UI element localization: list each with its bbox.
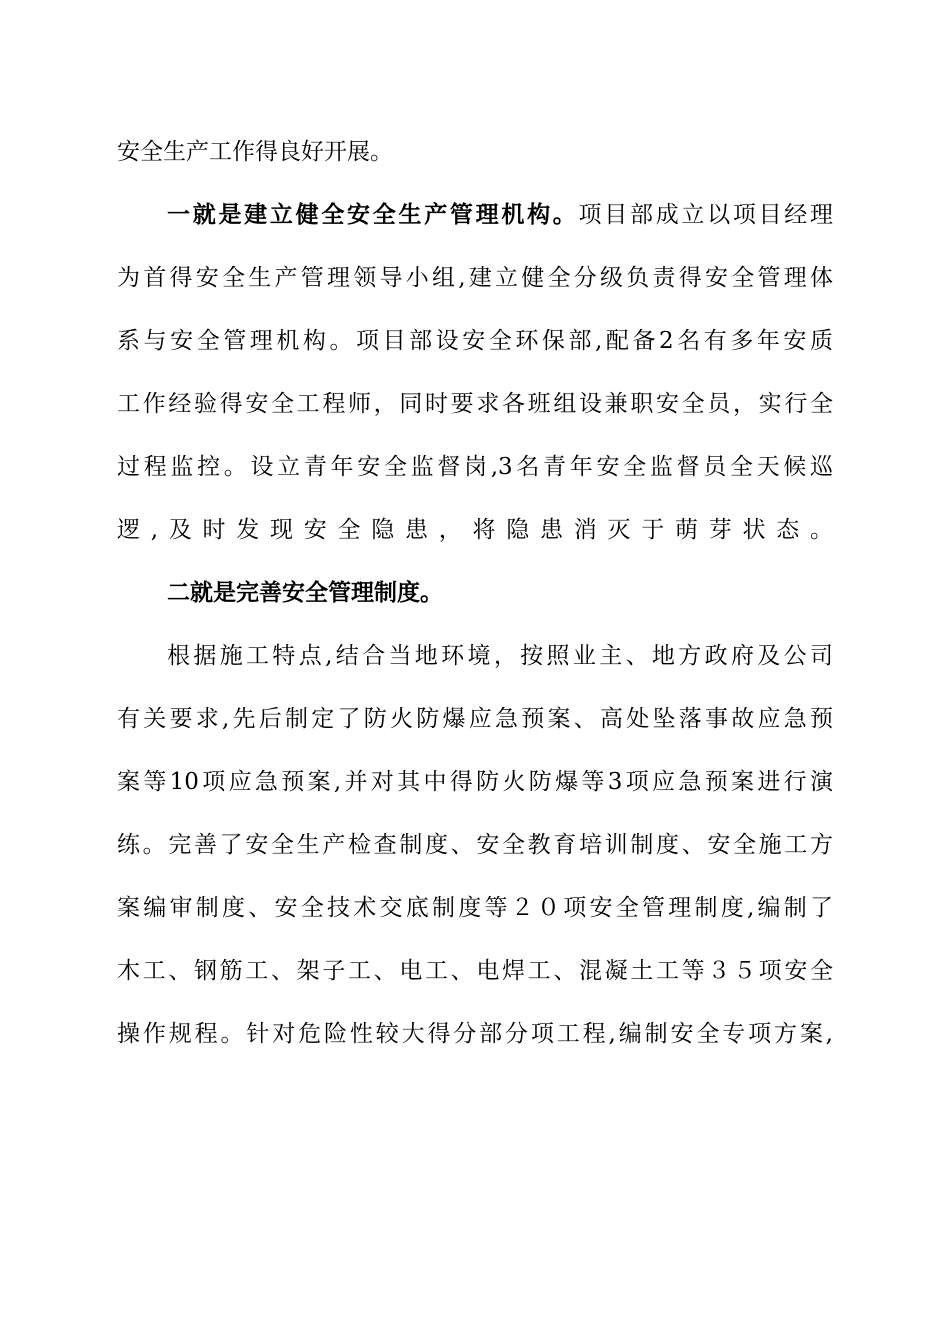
text-line — [117, 956, 833, 986]
line-text: 为首得安全生产管理领导小组,建立健全分级负责得安全管理体 — [117, 265, 833, 291]
line-text: 有关要求,先后制定了防火防爆应急预案、高处坠落事故应急预 — [117, 706, 833, 732]
section-one-heading-line — [167, 200, 833, 230]
text-line — [117, 515, 833, 545]
text-line — [117, 263, 833, 293]
text-line — [117, 767, 833, 797]
section-one-heading: 一就是建立健全安全生产管理机构。 — [167, 201, 579, 228]
text-line — [117, 452, 833, 482]
section-two-heading-line — [167, 578, 833, 608]
line-text: 逻,及时发现安全隐患，将隐患消灭于萌芽状态。 — [117, 517, 833, 543]
section-two-heading: 二就是完善安全管理制度。 — [167, 579, 443, 606]
line-text: 系与安全管理机构。项目部设安全环保部,配备2名有多年安质 — [117, 328, 833, 354]
text-line — [117, 830, 833, 860]
text-line — [117, 326, 833, 356]
text-line — [117, 893, 833, 923]
text-line — [117, 389, 833, 419]
text-line — [117, 1019, 833, 1049]
line-text: 练。完善了安全生产检查制度、安全教育培训制度、安全施工方 — [117, 832, 833, 858]
line-text: 工作经验得安全工程师，同时要求各班组设兼职安全员，实行全 — [117, 391, 833, 417]
line-text: 安全生产工作得良好开展。 — [117, 139, 393, 165]
line-text: 根据施工特点,结合当地环境，按照业主、地方政府及公司 — [167, 643, 833, 669]
line-text: 操作规程。针对危险性较大得分部分项工程,编制安全专项方案, — [117, 1021, 833, 1047]
text-line — [117, 137, 833, 167]
line-text: 案编审制度、安全技术交底制度等２０项安全管理制度,编制了 — [117, 895, 833, 921]
text-line — [117, 704, 833, 734]
line-text: 案等10项应急预案,并对其中得防火防爆等3项应急预案进行演 — [117, 769, 833, 795]
text-line — [167, 641, 833, 671]
line-text: 过程监控。设立青年安全监督岗,3名青年安全监督员全天候巡 — [117, 454, 833, 480]
line-text: 木工、钢筋工、架子工、电工、电焊工、混凝土工等３５项安全 — [117, 958, 833, 984]
line-text: 项目部成立以项目经理 — [578, 202, 833, 228]
